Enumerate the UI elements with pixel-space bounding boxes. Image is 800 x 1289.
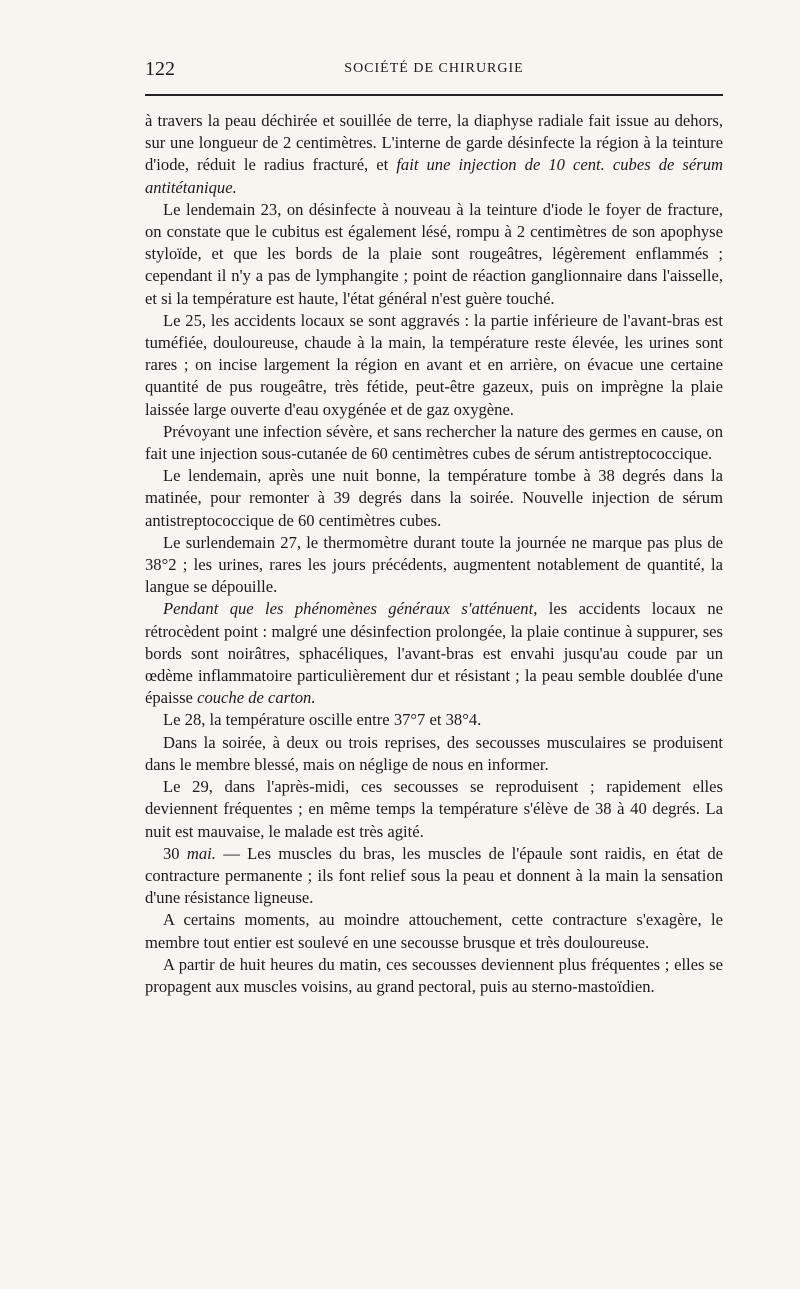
paragraph xyxy=(145,310,723,421)
text-segment: les accidents locaux ne rétrocèdent point : malgré une désinfection prolongée, la plaie continue à suppurer, ses bords sont noirâtres, sphacéliques, l'avant-bras est envahi jusqu'au coude par un œdème inflammatoire particulièrement dur et résistant ; la peau semble doublée d'une épaisse xyxy=(145,599,723,708)
text-segment: à travers la peau déchirée et souillée de terre, la diaphyse radiale fait issue au dehors, sur une longueur de 2 centimètres. L'interne de garde désinfecte la région à la teinture d'iode, réduit le radius fracturé, et xyxy=(145,111,723,175)
text-segment: Le 28, la température oscille entre 37°7 et 38°4. xyxy=(163,710,482,730)
header-rule xyxy=(145,94,723,96)
paragraph xyxy=(145,776,723,843)
page-number: 122 xyxy=(145,58,175,80)
text-segment: A certains moments, au moindre attouchement, cette contracture s'exagère, le membre tout entier est soulevé en une secousse brusque et très douloureuse. xyxy=(145,910,723,952)
text-segment: Dans la soirée, à deux ou trois reprises, des secousses musculaires se produisent dans le membre blessé, mais on néglige de nous en informer. xyxy=(145,732,723,774)
paragraph xyxy=(145,199,723,310)
text-segment: A partir de huit heures du matin, ces secousses deviennent plus fréquentes ; elles se propagent aux muscles voisins, au grand pectoral, puis au sterno-mastoïdien. xyxy=(145,954,723,996)
text-segment: Le 29, dans l'après-midi, ces secousses se reproduisent ; rapidement elles deviennent fréquentes ; en même temps la température s'élève de 38 à 40 degrés. La nuit est mauvaise, le malade est très agité. xyxy=(145,777,723,841)
paragraph xyxy=(145,954,723,998)
page-header xyxy=(145,58,723,82)
text-segment: Le lendemain 23, on désinfecte à nouveau à la teinture d'iode le foyer de fracture, on constate que le cubitus est également lésé, rompu à 2 centimètres de son apophyse styloïde, et que les bords de la plaie sont rougeâtres, légèrement enflammés ; cependant il n'y a pas de lymphangite ; point de réaction ganglionnaire dans l'aisselle, et si la température est haute, l'état général n'est guère touché. xyxy=(145,199,723,308)
paragraph xyxy=(145,532,723,599)
body-text xyxy=(145,110,723,998)
running-title: SOCIÉTÉ DE CHIRURGIE xyxy=(344,61,524,76)
italic-text: couche de carton. xyxy=(197,688,316,708)
text-segment: Le lendemain, après une nuit bonne, la température tombe à 38 degrés dans la matinée, pour remonter à 39 degrés dans la soirée. Nouvelle injection de sérum antistreptococcique de 60 centimètres cubes. xyxy=(145,466,723,530)
paragraph xyxy=(145,732,723,776)
text-segment: — Les muscles du bras, les muscles de l'épaule sont raidis, en état de contracture permanente ; ils font relief sous la peau et donnent à la main la sensation d'une résistance ligneuse. xyxy=(145,843,723,908)
paragraph xyxy=(145,709,723,731)
text-segment: 30 xyxy=(163,843,187,863)
italic-text: mai. xyxy=(186,843,216,863)
paragraph xyxy=(145,110,723,199)
paragraph xyxy=(145,598,723,709)
paragraph xyxy=(145,465,723,532)
paragraph xyxy=(145,843,723,910)
text-segment: Prévoyant une infection sévère, et sans rechercher la nature des germes en cause, on fait une injection sous-cutanée de 60 centimètres cubes de sérum antistreptococcique. xyxy=(145,421,723,464)
italic-text: fait une injection de 10 cent. cubes de sérum antitétanique. xyxy=(145,155,723,197)
text-segment: Le surlendemain 27, le thermomètre durant toute la journée ne marque pas plus de 38°2 ; les urines, rares les jours précédents, augmentent notablement de quantité, la langue se dépouille. xyxy=(145,532,723,597)
italic-text: Pendant que les phénomènes généraux s'atténuent, xyxy=(163,599,538,619)
paragraph xyxy=(145,909,723,953)
text-segment: Le 25, les accidents locaux se sont aggravés : la partie inférieure de l'avant-bras est tuméfiée, douloureuse, chaude à la main, la température reste élevée, les urines sont rares ; on incise largement la région en avant et en arrière, on évacue une certaine quantité de pus rougeâtre, très fétide, peut-être gazeux, puis on imprègne la plaie laissée large ouverte d'eau oxygénée et de gaz oxygène. xyxy=(145,310,723,419)
paragraph xyxy=(145,421,723,465)
